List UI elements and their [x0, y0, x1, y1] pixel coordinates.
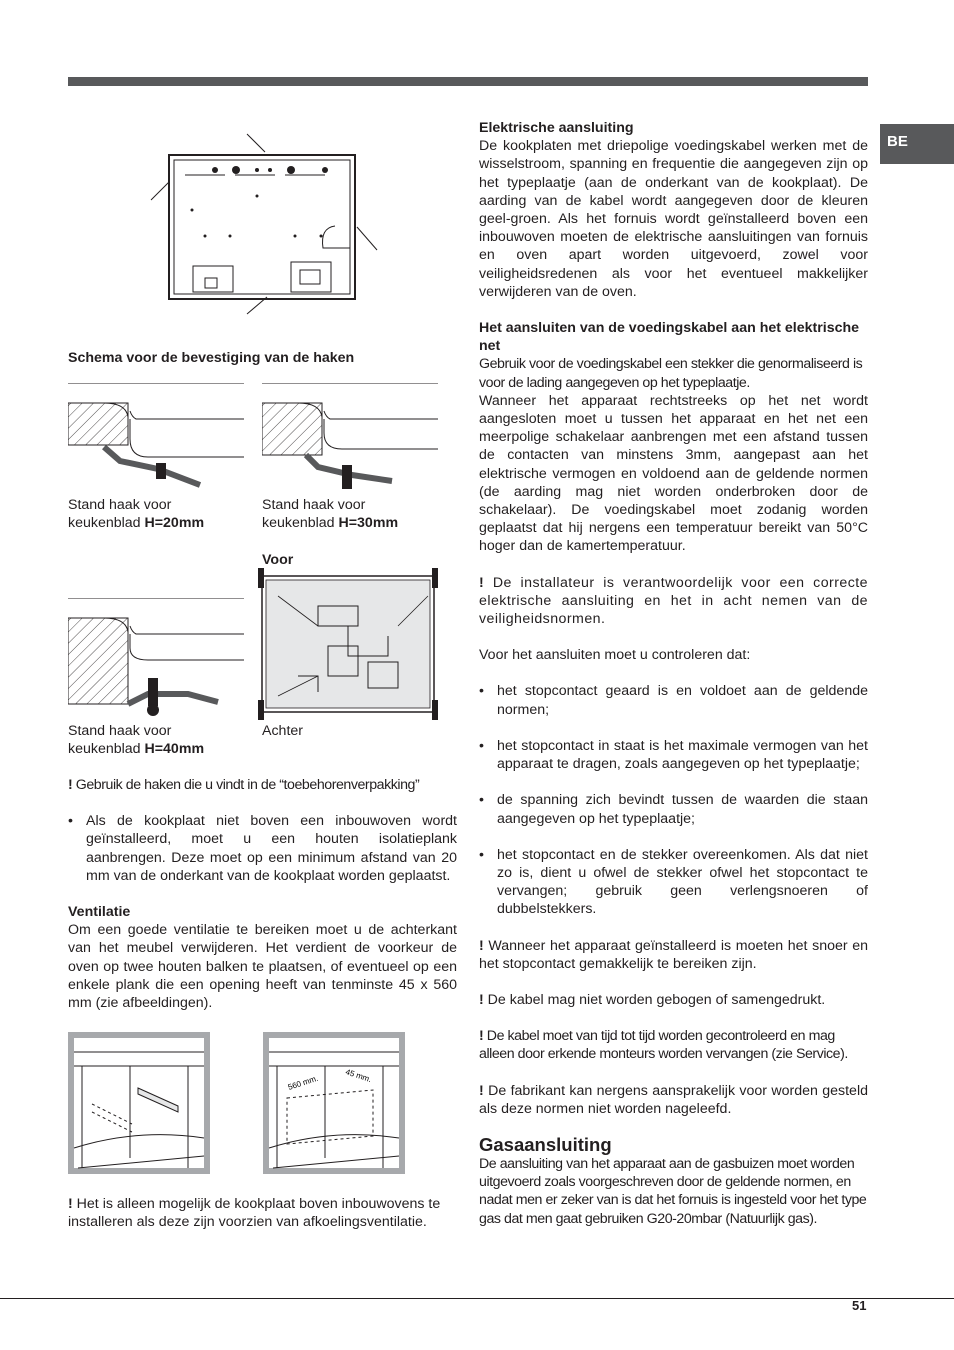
hook-figure-20mm	[68, 383, 244, 493]
ventilation-figure-panel	[263, 1032, 405, 1174]
voor-label: Voor	[262, 552, 294, 568]
voeding-text-1: Gebruik voor de voedingskabel een stekker die genormaliseerd is voor de lading aangegeven op het typeplaatje.	[479, 356, 863, 391]
check-item: • de spanning zich bevindt tussen de waarden die staan aangegeven op het typeplaatje;	[479, 792, 868, 827]
page-number: 51	[852, 1298, 867, 1313]
voeding-title: Het aansluiten van de voedingskabel aan het elektrische net	[479, 320, 860, 355]
check-item: • het stopcontact in staat is het maximale vermogen van het apparaat te dragen, zoals aangegeven op het typeplaatje;	[479, 737, 868, 773]
hob-bracket-diagram	[145, 130, 385, 320]
elek-title: Elektrische aansluiting	[479, 120, 634, 136]
bullet-insulation: • Als de kookplaat niet boven een inbouwoven wordt geïnstalleerd, moet u een houten isolatieplank aanbrengen. Deze moet op een minimum afstand van 20 mm van de onderkant van de kookplaat worden geplaatst.	[68, 813, 457, 884]
ventilation-figure-beams	[68, 1032, 210, 1174]
dim-45-label: 45 mm.	[344, 1067, 373, 1085]
dim-560-label: 560 mm.	[286, 1073, 320, 1092]
language-tab: BE	[880, 124, 954, 164]
hob-orientation-diagram	[258, 566, 444, 722]
note-cord-access: ! Wanneer het apparaat geïnstalleerd is moeten het snoer en het stopcontact gemakkelijk te bereiken zijn.	[479, 937, 868, 972]
hook-caption-20mm: Stand haak voor keukenblad H=20mm	[68, 497, 205, 532]
hook-caption-40mm: Stand haak voor keukenblad H=40mm	[68, 723, 205, 758]
elek-text: De kookplaten met driepolige voedingskabel werken met de wisselstroom, spanning en frequentie die aangegeven zijn op het typeplaatje (aan de onderkant van de kookplaat). De aarding van de kabel wordt aangegeven door de kleuren geel-groen. Als het fornuis wordt geïnstalleerd boven een inbouwoven moeten de elektrische aansluitingen van fornuis en oven apart worden uitgevoerd, zowel voor veiligheidsredenen als voor het eventueel makkelijker verwijderen van de oven.	[479, 138, 868, 300]
note-manufacturer: ! De fabrikant kan nergens aansprakelijk voor worden gesteld als deze normen niet worden nageleefd.	[479, 1082, 868, 1117]
note-hooks: ! Gebruik de haken die u vindt in de “toebehorenverpakking”	[68, 777, 420, 793]
ventilatie-title: Ventilatie	[68, 904, 131, 921]
footer-rule	[0, 1298, 954, 1299]
note-oven: ! Het is alleen mogelijk de kookplaat boven inbouwovens te installeren als deze zijn voorzien van afkoelingsventilatie.	[68, 1196, 441, 1231]
check-item: • het stopcontact geaard is en voldoet aan de geldende normen;	[479, 683, 868, 718]
ventilatie-text: Om een goede ventilatie te bereiken moet u de achterkant van het meubel verwijderen. Het verdient de voorkeur de oven op twee houten balken te plaatsen, of eventueel op een enkele plank die een opening heeft van tenminste 45 x 560 mm (zie afbeeldingen).	[68, 922, 457, 1012]
check-item: • het stopcontact en de stekker overeenkomen. Als dat niet zo is, dient u ofwel de stekker ofwel het stopcontact te vervangen; gebruik geen verlengsnoeren of dubbelstekkers.	[479, 846, 868, 918]
achter-label: Achter	[262, 723, 304, 739]
diagram-caption: Schema voor de bevestiging van de haken	[68, 350, 355, 366]
note-cord-bend: ! De kabel mag niet worden gebogen of samengedrukt.	[479, 991, 826, 1008]
gas-title: Gasaansluiting	[479, 1133, 612, 1155]
installer-note: ! De installateur is verantwoordelijk voor een correcte elektrische aansluiting en het in acht nemen van de veiligheidsnormen.	[479, 574, 868, 628]
hook-figure-30mm	[262, 383, 438, 493]
check-intro: Voor het aansluiten moet u controleren dat:	[479, 647, 751, 664]
hook-caption-30mm: Stand haak voor keukenblad H=30mm	[262, 497, 399, 532]
voeding-text-2: Wanneer het apparaat rechtstreeks op het net wordt aangesloten moet u tussen het apparaat en het net een meerpolige schakelaar aanbrengen met een afstand tussen de contacten van minstens 3mm, aangepast aan het elektrische vermogen en voldoend aan de geldende normen (de aarding mag niet worden onderbroken door de schakelaar). De voedingskabel moet zodanig worden geplaatst dat hij nergens een temperatuur bereikt van 50°C hoger dan de kamertemperatuur.	[479, 392, 868, 555]
note-cord-check: ! De kabel moet van tijd tot tijd worden gecontroleerd en mag alleen door erkende monteurs worden vervangen (zie Service).	[479, 1028, 848, 1063]
right-column	[479, 119, 868, 1228]
top-rule	[68, 77, 868, 86]
hook-figure-40mm	[68, 598, 244, 720]
gas-text: De aansluiting van het apparaat aan de gasbuizen moet worden uitgevoerd zoals voorgeschreven door de geldende normen, en nadat men er zeker van is dat het fornuis is ingesteld voor het type gas dat men gaat gebruiken G20-20mbar (Natuurlijk gas).	[479, 1155, 867, 1227]
